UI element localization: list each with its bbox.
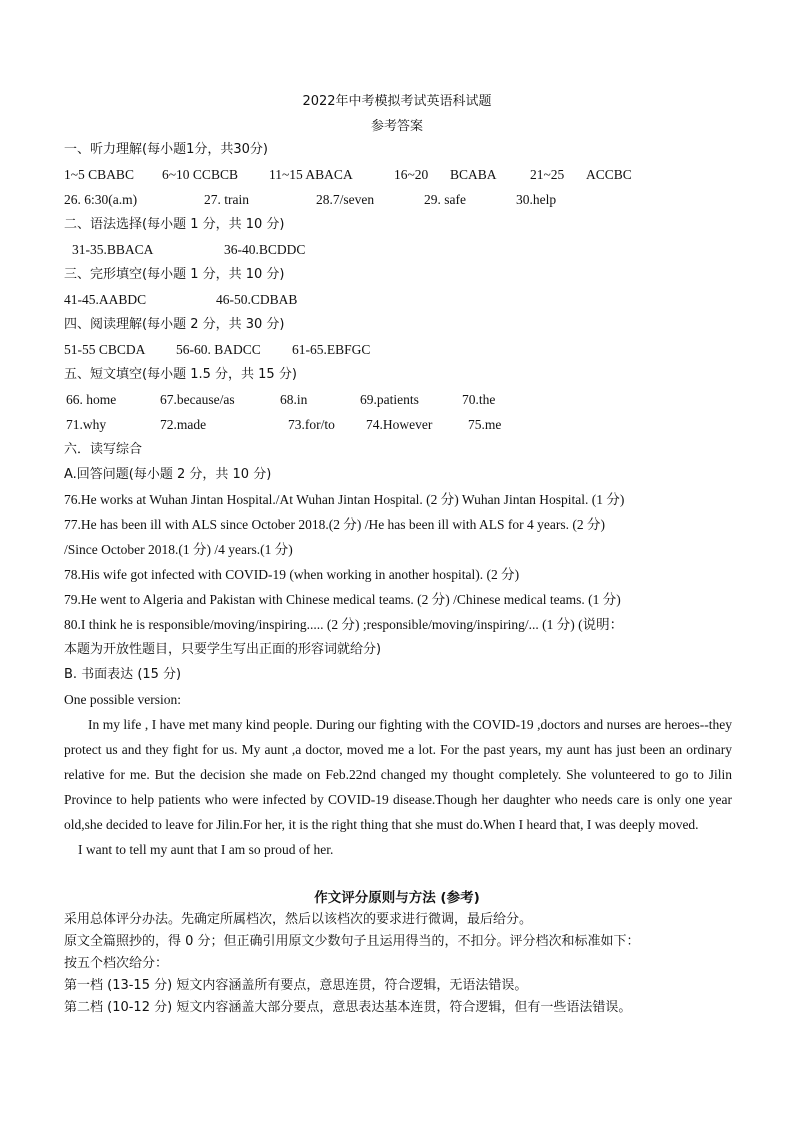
answer-item: 67.because/as <box>160 392 235 407</box>
grading-title: 作文评分原则与方法 (参考) <box>314 890 480 906</box>
section-heading-listening: 一、听力理解(每小题1分，共30分) <box>64 142 268 157</box>
section-heading-grammar: 二、语法选择(每小题 1 分，共 10 分) <box>64 217 285 232</box>
answer-group: 11~15 ABACA <box>269 167 353 182</box>
answer-item: 29. safe <box>424 192 466 207</box>
answer-76: 76.He works at Wuhan Jintan Hospital./At Wuhan Jintan Hospital. (2 分) Wuhan Jintan Hospital. (1 分) <box>64 492 625 507</box>
answer-item: 72.made <box>160 417 207 432</box>
page-subtitle: 参考答案 <box>370 119 423 134</box>
section-heading-read-write: 六．读写综合 <box>64 442 143 457</box>
answer-item: 69.patients <box>360 392 419 407</box>
answer-group: 36-40.BCDDC <box>224 242 306 257</box>
answer-item: 70.the <box>462 392 496 407</box>
part-b-heading: B. 书面表达 (15 分) <box>64 667 182 682</box>
answer-77-line-1: 77.He has been ill with ALS since October 2018.(2 分) /He has been ill with ALS for 4 years. (2 分) <box>64 517 606 532</box>
version-label: One possible version: <box>64 692 181 707</box>
answer-item: 75.me <box>468 417 502 432</box>
essay-paragraph-2: I want to tell my aunt that I am so proud of her. <box>78 842 334 857</box>
answer-item: 28.7/seven <box>316 192 375 207</box>
page-title: 2022年中考模拟考试英语科试题 <box>302 94 492 109</box>
answer-group: 56-60. BADCC <box>176 342 261 357</box>
grading-line-2: 原文全篇照抄的，得 0 分；但正确引用原文少数句子且运用得当的，不扣分。评分档次和标准如下： <box>64 934 640 949</box>
answer-item: 27. train <box>204 192 249 207</box>
answer-item: 74.However <box>366 417 433 432</box>
answer-item: 30.help <box>516 192 557 207</box>
answer-item: 66. home <box>66 392 117 407</box>
answer-item: 26. 6:30(a.m) <box>64 192 138 207</box>
answer-80-line-2: 本题为开放性题目，只要学生写出正面的形容词就给分) <box>64 642 382 657</box>
grading-line-4: 第一档 (13-15 分) 短文内容涵盖所有要点，意思连贯，符合逻辑，无语法错误。 <box>64 978 528 993</box>
essay-paragraph-1: In my life , I have met many kind people. During our fighting with the COVID-19 ,doctors and nurses are heroes--they protect us and they fight for us. My aunt ,a doctor, moved me a lot. For the past years, my aunt has just been an ordinary relative for me. But the decision she made on Feb.22nd changed my thought completely. She volunteered to go to Jilin Province to help patients who were infected by COVID-19 disease.Though her daughter who needs care is only one year old,she decided to leave for Jilin.For her, it is the right thing that she must do.When I heard that, I was deeply moved. <box>64 717 732 832</box>
answer-77-line-2: /Since October 2018.(1 分) /4 years.(1 分) <box>64 542 293 557</box>
answer-group: ACCBC <box>586 167 632 182</box>
answer-group: 1~5 CBABC <box>64 167 134 182</box>
answer-item: 71.why <box>66 417 107 432</box>
answer-group: 51-55 CBCDA <box>64 342 146 357</box>
answer-group: 21~25 <box>530 167 565 182</box>
answer-78: 78.His wife got infected with COVID-19 (when working in another hospital). (2 分) <box>64 567 520 582</box>
answer-item: 68.in <box>280 392 308 407</box>
grading-line-5: 第二档 (10-12 分) 短文内容涵盖大部分要点，意思表达基本连贯，符合逻辑，但有一些语法错误。 <box>64 1000 632 1015</box>
section-heading-reading: 四、阅读理解(每小题 2 分，共 30 分) <box>64 317 285 332</box>
part-a-heading: A.回答问题(每小题 2 分，共 10 分) <box>64 467 272 482</box>
answer-group: 41-45.AABDC <box>64 292 147 307</box>
answer-group: 16~20 <box>394 167 429 182</box>
answer-group: 31-35.BBACA <box>72 242 154 257</box>
section-heading-fill-in: 五、短文填空(每小题 1.5 分，共 15 分) <box>64 367 297 382</box>
answer-item: 73.for/to <box>288 417 335 432</box>
model-essay <box>64 712 732 862</box>
grading-line-3: 按五个档次给分： <box>64 956 169 971</box>
answer-group: 6~10 CCBCB <box>162 167 238 182</box>
answer-80-line-1: 80.I think he is responsible/moving/inspiring..... (2 分) ;responsible/moving/inspiring/... (1 分) (说明： <box>64 617 624 632</box>
grading-line-1: 采用总体评分办法。先确定所属档次，然后以该档次的要求进行微调，最后给分。 <box>64 912 533 927</box>
answer-group: 61-65.EBFGC <box>292 342 371 357</box>
section-heading-cloze: 三、完形填空(每小题 1 分，共 10 分) <box>64 267 285 282</box>
answer-79: 79.He went to Algeria and Pakistan with Chinese medical teams. (2 分) /Chinese medical teams. (1 分) <box>64 592 621 607</box>
answer-group: 46-50.CDBAB <box>216 292 298 307</box>
answer-group: BCABA <box>450 167 497 182</box>
